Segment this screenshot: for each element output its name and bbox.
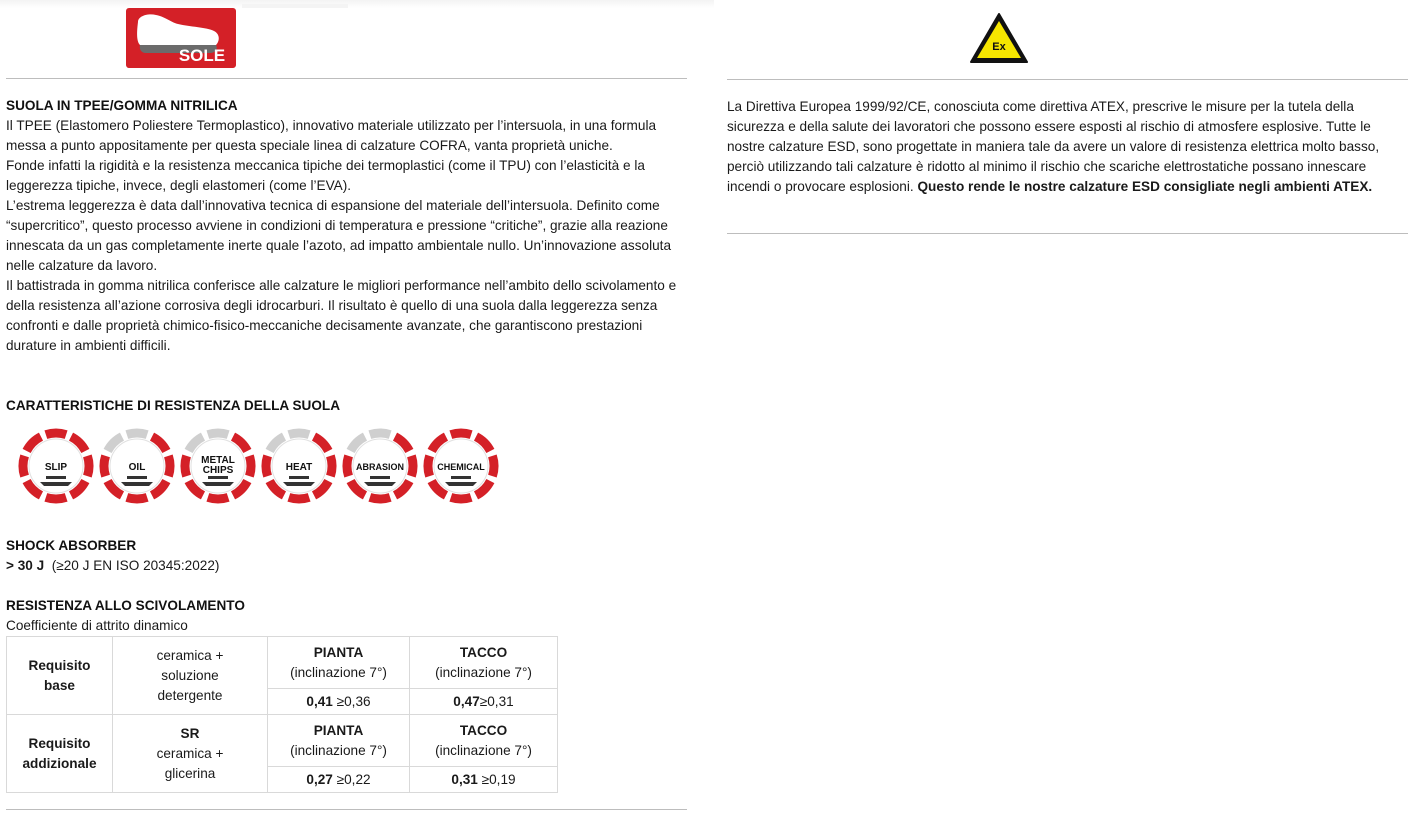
level-segment [451, 497, 471, 499]
level-segment [370, 497, 390, 499]
slip-icon [16, 426, 96, 506]
sole-paragraph: Il TPEE (Elastomero Poliestere Termoplastico), innovativo materiale utilizzato per l’intersuola, in una formula messa a punto appositamente per questa speciale linea di calzature COFRA, vanta proprietà uniche. [6, 118, 657, 153]
slip-resistance-table [6, 636, 558, 793]
level-segment [249, 456, 251, 476]
table-cell-requirement: Requisito addizionale [7, 715, 113, 793]
level-segment [87, 456, 89, 476]
shock-line [6, 556, 687, 576]
table-row [7, 637, 558, 689]
resistance-label: METAL [201, 455, 235, 466]
level-segment [208, 433, 228, 435]
divider [727, 233, 1408, 234]
sole-badge-label: SOLE [178, 46, 226, 65]
level-segment [370, 433, 390, 435]
level-segment [23, 456, 25, 476]
level-segment [104, 456, 106, 476]
table-row [7, 715, 558, 767]
top-shadow-bar [0, 0, 714, 8]
slip-subtitle: Coefficiente di attrito dinamico [6, 618, 188, 633]
resistance-label: SLIP [44, 462, 68, 473]
sole-paragraph: Fonde infatti la rigidità e la resistenza meccanica tipiche dei termoplastici (come il TPU) con l’elasticità e la leggerezza tipiche, invece, degli elastomeri (come l’EVA). [6, 158, 645, 193]
level-segment [46, 497, 66, 499]
resistance-label: CHEMICAL [437, 462, 485, 472]
level-segment [208, 497, 228, 499]
resistance-title: CARATTERISTICHE DI RESISTENZA DELLA SUOLA [6, 398, 341, 413]
level-segment [127, 497, 147, 499]
level-segment [428, 456, 430, 476]
sole-title: SUOLA IN TPEE/GOMMA NITRILICA [6, 98, 238, 113]
level-segment [347, 456, 349, 476]
heat-icon [259, 426, 339, 506]
atex-text: La Direttiva Europea 1999/92/CE, conosciuta come direttiva ATEX, prescrive le misure per la tutela della sicurezza e della salute dei lavoratori che possono essere esposti al rischio di atmosfere esplosive. Tutte le nostre calzature ESD, sono progettate in maniera tale da avere un valore di resistenza elettrica molto basso, perciò utilizzando tali calzature è ridotto al minimo il rischio che scariche elettrostatiche possano innescare incendi o provocare esplosioni. [727, 99, 1380, 194]
level-segment [289, 433, 309, 435]
resistance-label: CHIPS [202, 465, 234, 476]
table-cell-header: PIANTA (inclinazione 7°) [268, 715, 410, 767]
level-segment [451, 433, 471, 435]
atex-description [727, 97, 1408, 197]
abrasion-icon [340, 426, 420, 506]
sole-paragraph: L’estrema leggerezza è data dall’innovativa tecnica di espansione del materiale dell’intersuola. Definito come “supercritico”, questo processo avviene in condizioni di temperatura e pressione “critiche”, grazie alla reazione innescata da un gas completamente inerte quale l’azoto, ad impatto ambientale nullo. Un’innovazione assoluta nelle calzature da lavoro. [6, 198, 672, 273]
table-cell-value: 0,47≥0,31 [410, 689, 558, 715]
level-segment [127, 433, 147, 435]
sole-badge-icon [126, 8, 236, 68]
resistance-label: ABRASION [355, 462, 405, 472]
sole-description [6, 116, 687, 356]
divider [6, 809, 687, 810]
table-cell-condition: SR ceramica + glicerina [113, 715, 268, 793]
level-segment [266, 456, 268, 476]
resistance-label: OIL [128, 462, 146, 473]
table-cell-header: TACCO (inclinazione 7°) [410, 715, 558, 767]
divider [6, 78, 687, 79]
chemical-icon [421, 426, 501, 506]
shock-norm: (≥20 J EN ISO 20345:2022) [51, 558, 220, 573]
level-segment [492, 456, 494, 476]
shock-title: SHOCK ABSORBER [6, 538, 137, 553]
slip-title: RESISTENZA ALLO SCIVOLAMENTO [6, 598, 245, 613]
level-segment [411, 456, 413, 476]
header-tab [242, 4, 348, 8]
divider [727, 79, 1408, 80]
atex-bold-text: Questo rende le nostre calzature ESD consigliate negli ambienti ATEX. [917, 179, 1373, 194]
level-segment [168, 456, 170, 476]
table-cell-requirement: Requisito base [7, 637, 113, 715]
table-cell-value: 0,41 ≥0,36 [268, 689, 410, 715]
table-cell-header: PIANTA (inclinazione 7°) [268, 637, 410, 689]
level-segment [185, 456, 187, 476]
resistance-icons [16, 426, 516, 508]
atex-warning-icon [969, 12, 1029, 64]
atex-warning-label: Ex [992, 41, 1006, 53]
table-cell-value: 0,31 ≥0,19 [410, 767, 558, 793]
table-cell-condition: ceramica + soluzione detergente [113, 637, 268, 715]
shock-value: > 30 J [6, 558, 45, 573]
level-segment [330, 456, 332, 476]
table-cell-header: TACCO (inclinazione 7°) [410, 637, 558, 689]
oil-icon [97, 426, 177, 506]
table-cell-value: 0,27 ≥0,22 [268, 767, 410, 793]
level-segment [46, 433, 66, 435]
metal-chips-icon [178, 426, 258, 506]
level-segment [289, 497, 309, 499]
sole-paragraph: Il battistrada in gomma nitrilica conferisce alle calzature le migliori performance nell’ambito dello scivolamento e della resistenza all’azione corrosiva degli idrocarburi. Il risultato è quello di una suola dalla leggerezza senza confronti e dalle proprietà chimico-fisico-meccaniche decisamente avanzate, che garantiscono prestazioni durature in ambienti difficili. [6, 278, 677, 353]
resistance-label: HEAT [285, 462, 313, 473]
